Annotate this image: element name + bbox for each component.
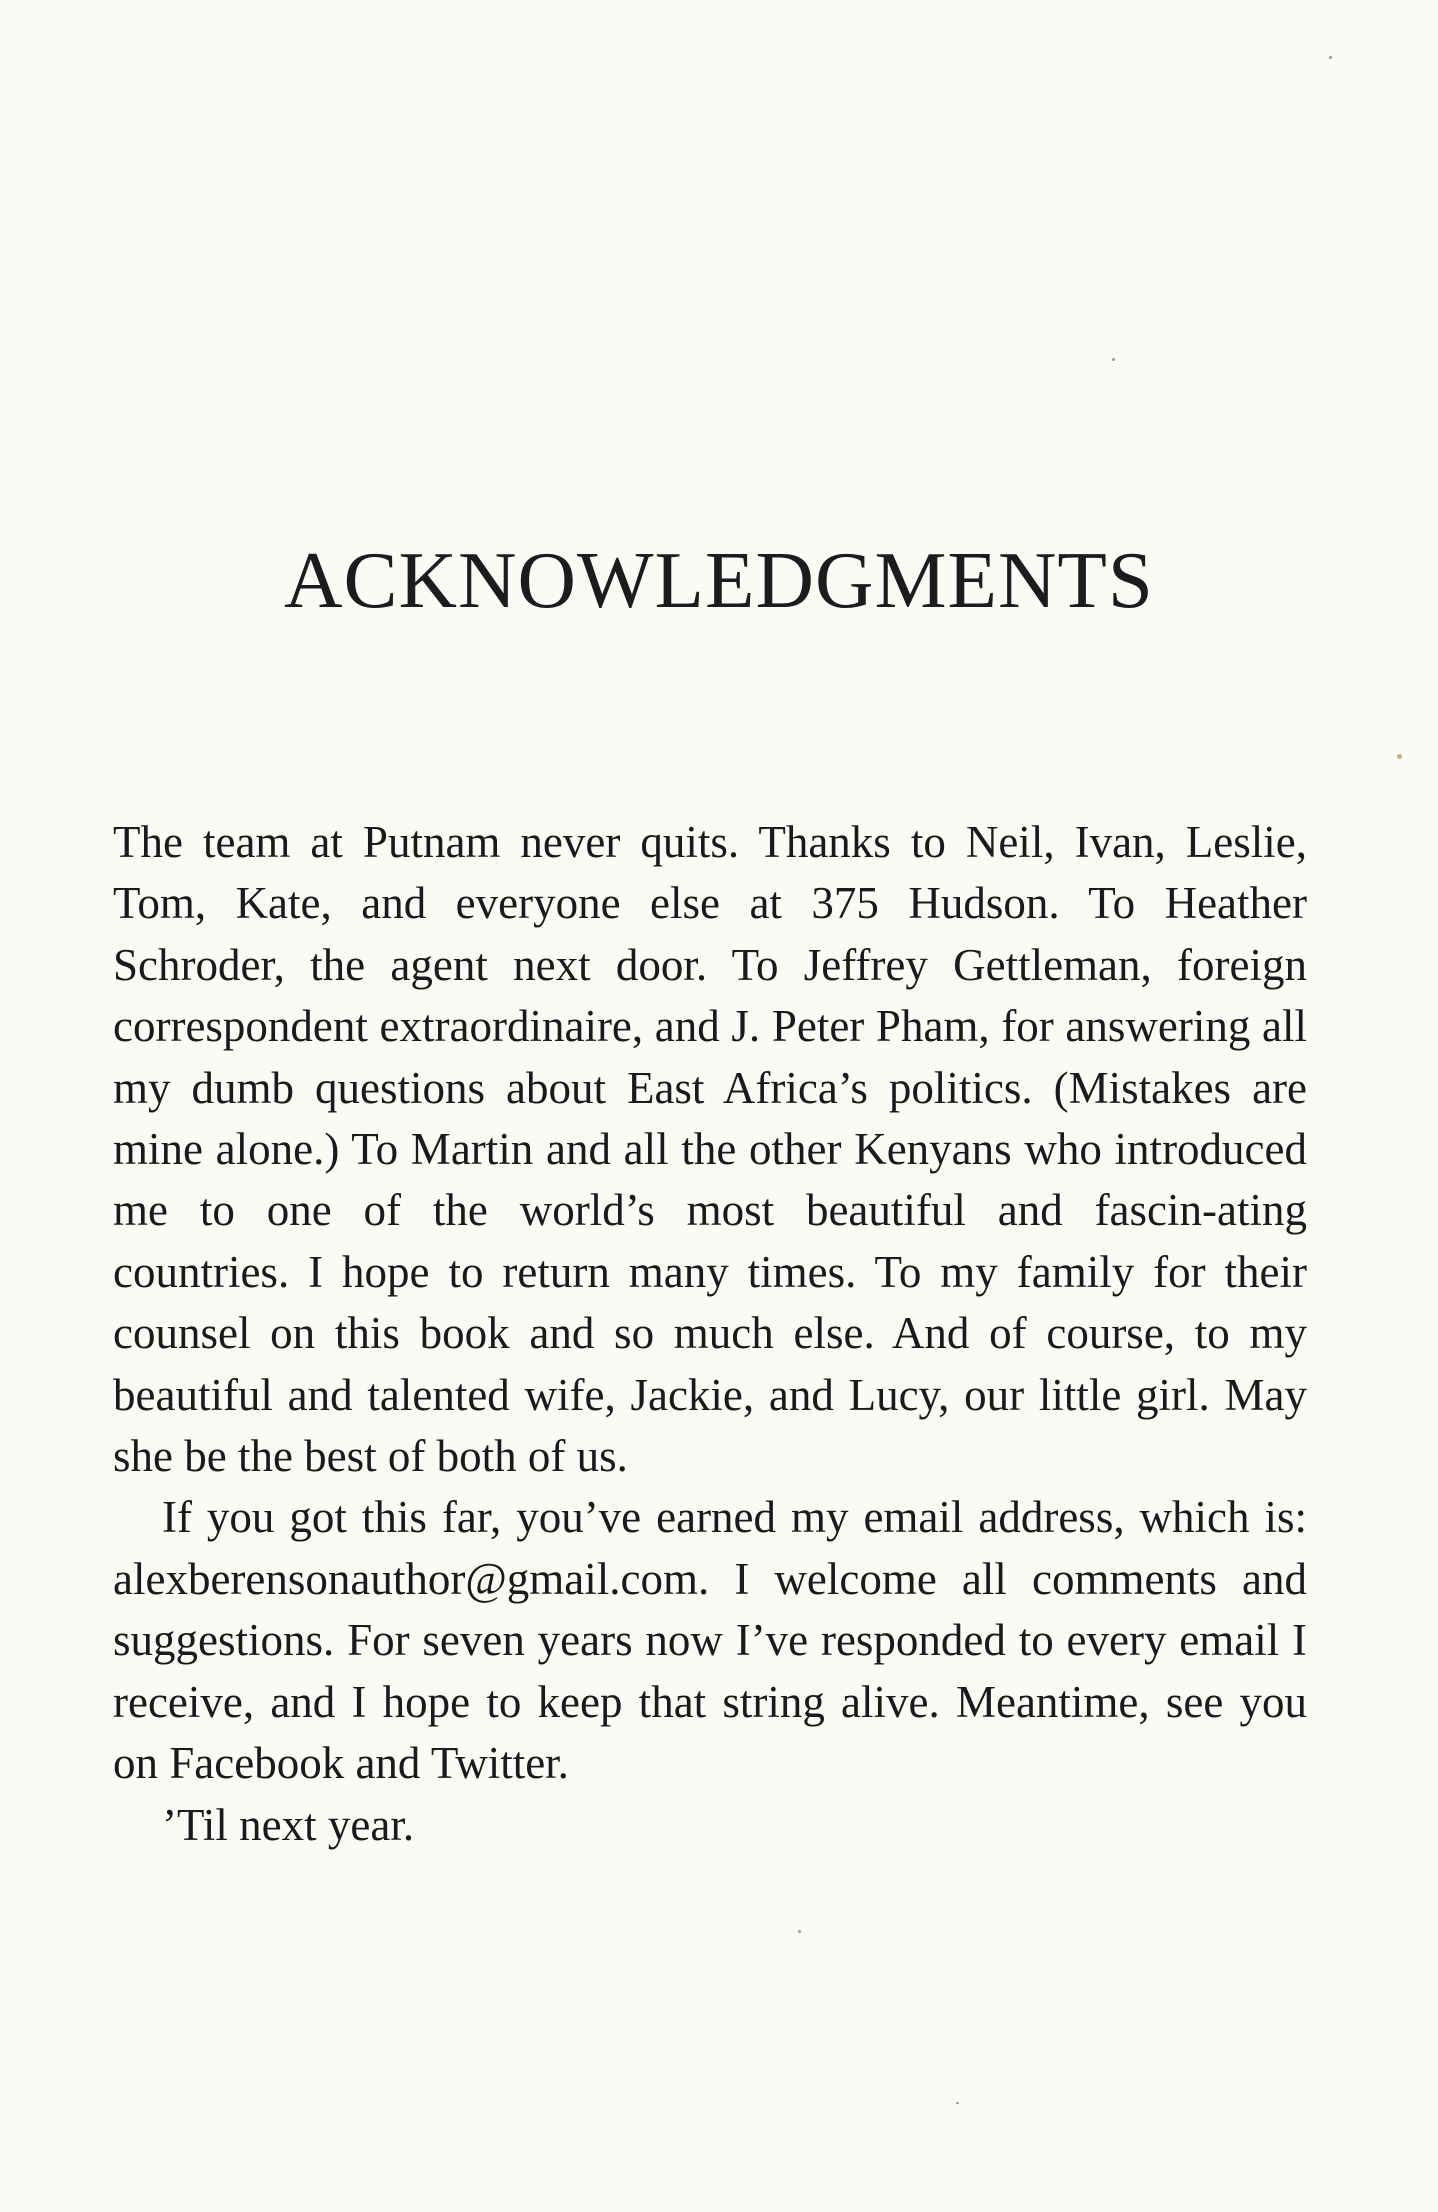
paragraph-2: If you got this far, you’ve earned my email address, which is: alexberensonauthor@gmail.com. I welcome all comments and suggestions. For seven years now I’ve responded to every email I receive, and I hope to keep that string alive. Meantime, see you on Facebook and Twitter.: [113, 1492, 1307, 1789]
page-title: ACKNOWLEDGMENTS: [284, 535, 1154, 625]
paragraph-1: The team at Putnam never quits. Thanks to Neil, Ivan, Leslie, Tom, Kate, and everyone else at 375 Hudson. To Heather Schroder, the agent next door. To Jeffrey Gettleman, foreign correspondent extraordinaire, and J. Peter Pham, for answering all my dumb questions about East Africa’s politics. (Mistakes are mine alone.) To Martin and all the other Kenyans who introduced me to one of the world’s most beautiful and fascin-ating countries. I hope to return many times. To my family for their counsel on this book and so much else. And of course, to my beautiful and talented wife, Jackie, and Lucy, our little girl. May she be the best of both of us.: [113, 817, 1307, 1482]
paper-speck: [798, 1930, 801, 1933]
paper-speck: [1329, 56, 1332, 59]
paragraph-3: ’Til next year.: [162, 1799, 415, 1850]
paper-speck: [1112, 358, 1115, 361]
acknowledgments-body: [113, 812, 1307, 1856]
paper-speck: [956, 2102, 959, 2104]
paper-speck: [1397, 754, 1402, 759]
